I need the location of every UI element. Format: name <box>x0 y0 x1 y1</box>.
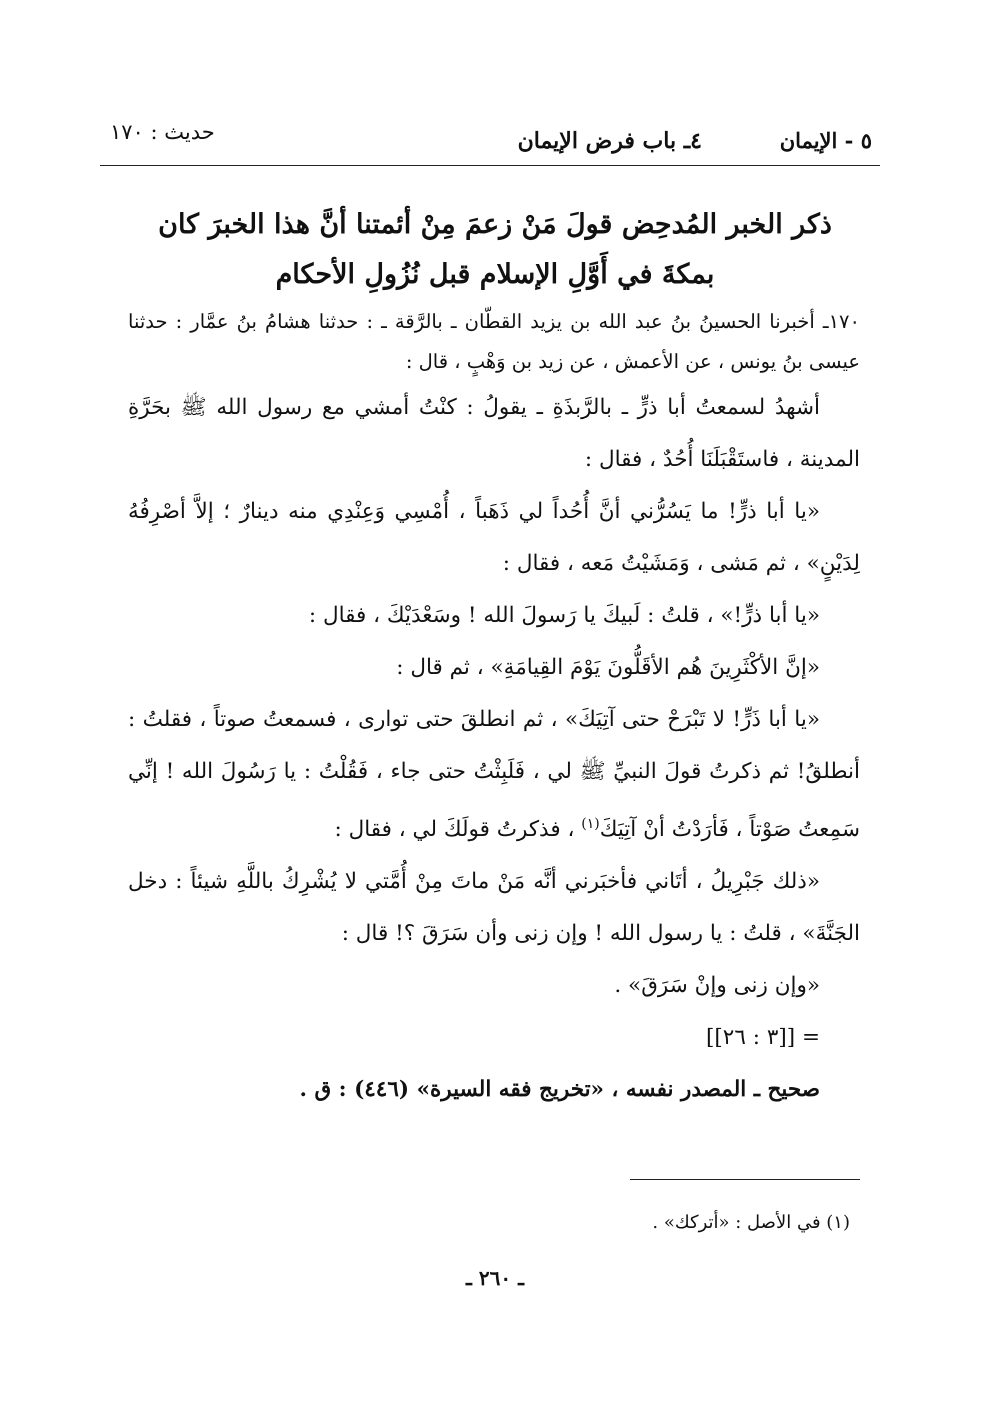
cross-reference: = [[٣ : ٢٦]] <box>706 1025 820 1051</box>
narration-paragraph-2: «يا أبا ذرٍّ! ما يَسُرُّني أنَّ أُحُداً لي ذَهَباً ، أُمْسِي وَعِنْدِي منه دينارٌ ؛ إلاَّ أصْرِفُهُ لِدَيْنٍ» ، ثم مَشى ، وَمَشَيْتُ مَعه ، فقال : <box>128 499 860 576</box>
narration-paragraph-5-text: «يا أبا ذَرٍّ! لا تَبْرَحْ حتى آتِيَكَ» ، ثم انطلقَ حتى توارى ، فسمعتُ صوتاً ، فقلتُ : أنطلقُ! ثم ذكرتُ قولَ النبيِّ ﷺ لي ، فَلَبِثْتُ حتى جاء ، فَقُلْتُ : يا رَسُولَ الله ! إنِّي سَمِعتُ صَوْتاً ، فَأرَدْتُ أنْ آتِيَكَ <box>128 707 860 843</box>
hadith-number: حديث : ١٧٠ <box>110 120 215 144</box>
narration-paragraph-5-end: ، فذكرتُ قولَكَ لي ، فقال : <box>334 817 582 843</box>
footnote-divider <box>630 1179 860 1180</box>
footnote: (١) في الأصل : «أتركك» . <box>652 1212 850 1233</box>
narration-paragraph-1: أشهدُ لسمعتُ أبا ذرٍّ ـ بالرَّبذَةِ ـ يقولُ : كنْتُ أمشي مع رسول الله ﷺ بحَرَّةِ المدينة ، فاستَقْبَلَنَا أُحُدٌ ، فقال : <box>128 395 860 472</box>
footnote-marker: (١) <box>581 816 600 832</box>
narration-paragraph-6: «ذلك جَبْرِيلُ ، أتَاني فأخبَرني أنَّه مَنْ ماتَ مِنْ أُمَّتي لا يُشْرِكُ باللَّهِ شيئاً : دخل الجَنَّةَ» ، قلتُ : يا رسول الله ! وإن زنى وأن سَرَقَ ؟! قال : <box>128 869 860 947</box>
isnad-paragraph: ١٧٠ـ أخبرنا الحسينُ بنُ عبد الله بن يزيد القطّان ـ بالرَّقة ـ : حدثنا هشامُ بنُ عمَّار : حدثنا عيسى بنُ يونس ، عن الأعمش ، عن زيد بن وَهْبٍ ، قال : <box>128 310 860 373</box>
heading-line-2: بمكةَ في أَوَّلِ الإسلام قبل نُزُولِ الأحكام <box>275 259 715 290</box>
narration-paragraph-7: «وإن زنى وإنْ سَرَقَ» . <box>614 973 820 999</box>
section-heading <box>120 200 870 300</box>
hadith-text <box>128 302 860 1116</box>
chapter-title: ٤ـ باب فرض الإيمان <box>517 128 702 154</box>
grading-line: صحيح ـ المصدر نفسه ، «تخريج فقه السيرة» (٤٤٦) : ق . <box>299 1077 820 1103</box>
narration-paragraph-3: «يا أبا ذرٍّ!» ، قلتُ : لَبيكَ يا رَسولَ الله ! وسَعْدَيْكَ ، فقال : <box>308 603 820 628</box>
narration-paragraph-4: «إنَّ الأكْثَرِينَ هُم الأقَلُّونَ يَوْمَ القِيامَةِ» ، ثم قال : <box>396 655 820 680</box>
page-number: ـ ٢٦٠ ـ <box>466 1266 524 1290</box>
narration-paragraph-5 <box>128 694 860 856</box>
running-header <box>110 120 872 160</box>
heading-line-1: ذكر الخبر المُدحِض قولَ مَنْ زعمَ مِنْ أئمتنا أنَّ هذا الخبرَ كان <box>158 209 832 240</box>
book-title: ٥ - الإيمان <box>779 128 872 153</box>
header-divider <box>100 165 880 166</box>
